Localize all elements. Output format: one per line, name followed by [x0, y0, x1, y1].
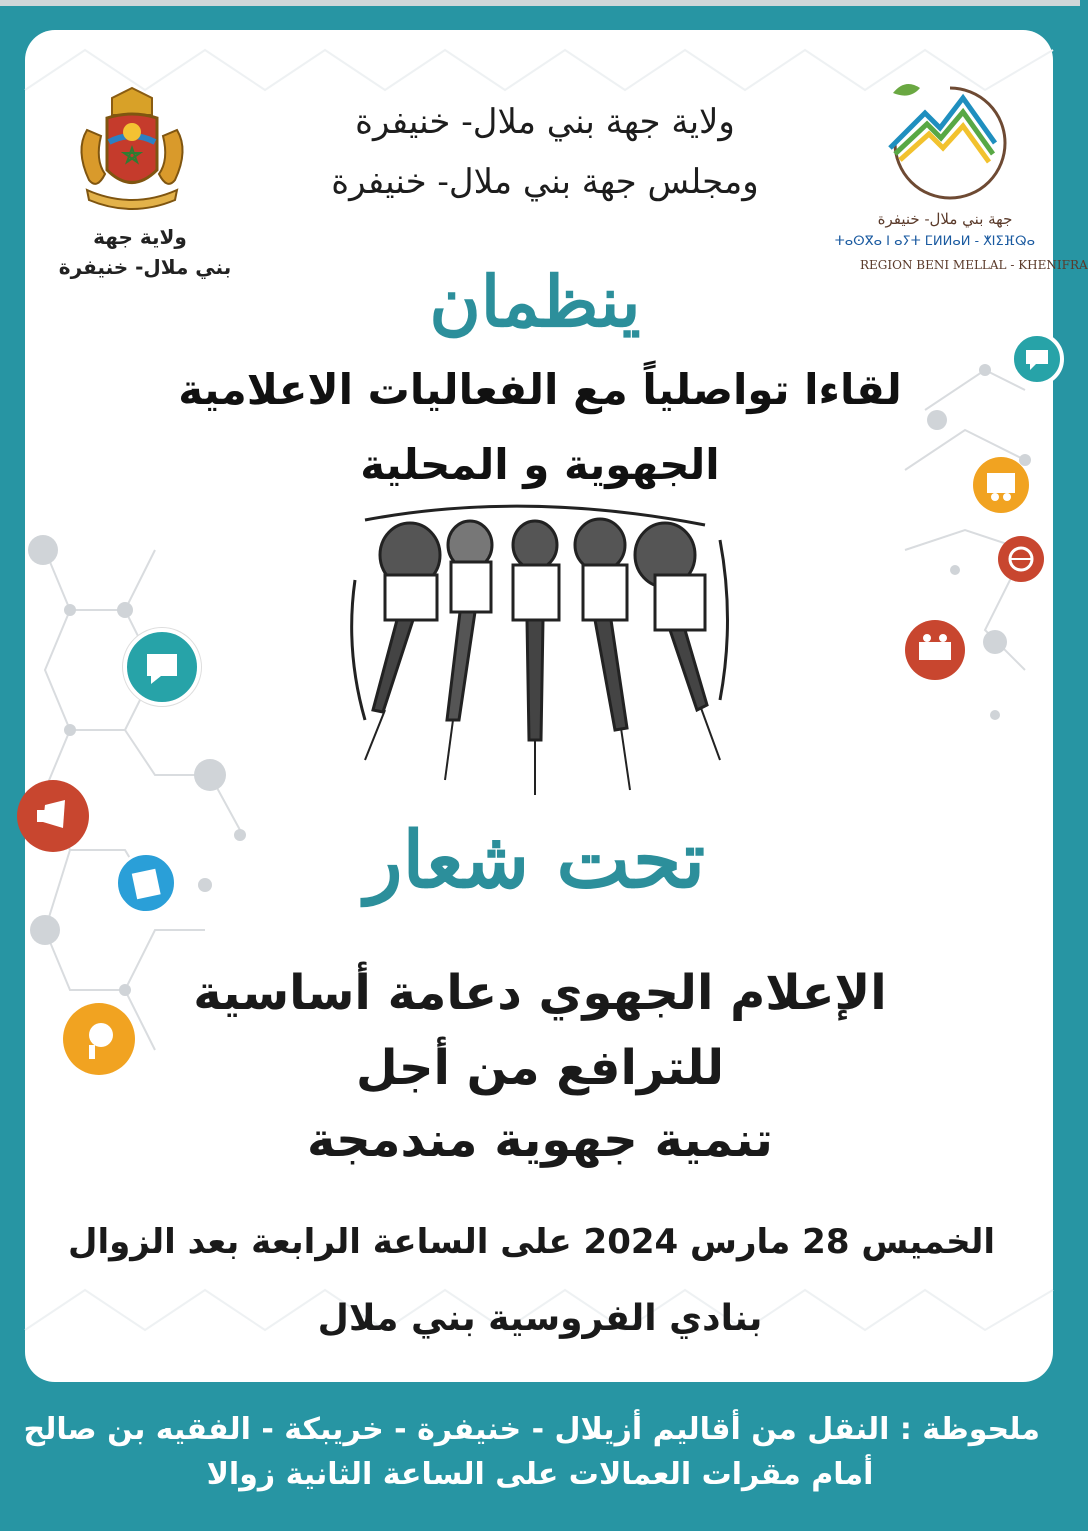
region-logo-icon [875, 68, 1025, 218]
coat-of-arms-icon [57, 70, 207, 220]
speaker-icon [17, 780, 89, 852]
region-logo-arabic: جهة بني ملال- خنيفرة [877, 210, 1013, 228]
conference-icon [973, 457, 1029, 513]
chat-icon [1010, 332, 1064, 386]
news-icon [115, 852, 177, 914]
chat-icon [123, 628, 201, 706]
poster-card [25, 30, 1088, 1382]
transport-note-line2: أمام مقرات العمالات على الساعة الثانية زوالا [206, 1457, 874, 1492]
microphone-icon [63, 1003, 135, 1075]
globe-icon [998, 536, 1044, 582]
header-line2: ومجلس جهة بني ملال- خنيفرة [331, 162, 759, 202]
event-venue: بنادي الفروسية بني ملال [317, 1298, 763, 1339]
slogan-line1: الإعلام الجهوي دعامة أساسية [193, 965, 887, 1021]
top-strip [0, 0, 1080, 6]
slogan-line2: للترافع من أجل [356, 1040, 724, 1096]
transport-note-line1: ملحوظة : النقل من أقاليم أزيلال - خنيفرة - خريبكة - الفقيه بن صالح [23, 1412, 1040, 1447]
organize-heading: ينظمان [429, 260, 641, 343]
slogan-line3: تنمية جهوية مندمجة [307, 1112, 773, 1168]
microphones-illustration [325, 500, 745, 800]
under-slogan-heading: تحت شعار [364, 815, 706, 906]
region-logo-tifinagh: ⵜⴰⵙⴳⴰ ⵏ ⴰⵢⵜ ⵎⵍⵍⴰⵍ - ⵅⵏⵉⴼⵕⴰ [834, 234, 1035, 249]
event-title-line2: الجهوية و المحلية [360, 440, 720, 489]
left-emblem-label-line2: بني ملال- خنيفرة [58, 255, 232, 279]
conference-icon [905, 620, 965, 680]
header-line1: ولاية جهة بني ملال- خنيفرة [355, 102, 735, 142]
event-datetime: الخميس 28 مارس 2024 على الساعة الرابعة بعد الزوال [67, 1222, 995, 1262]
left-emblem-label-line1: ولاية جهة [93, 225, 187, 249]
region-logo-latin: REGION BENI MELLAL - KHENIFRA [860, 258, 1088, 272]
event-title-line1: لقاءا تواصلياً مع الفعاليات الاعلامية [178, 365, 902, 414]
